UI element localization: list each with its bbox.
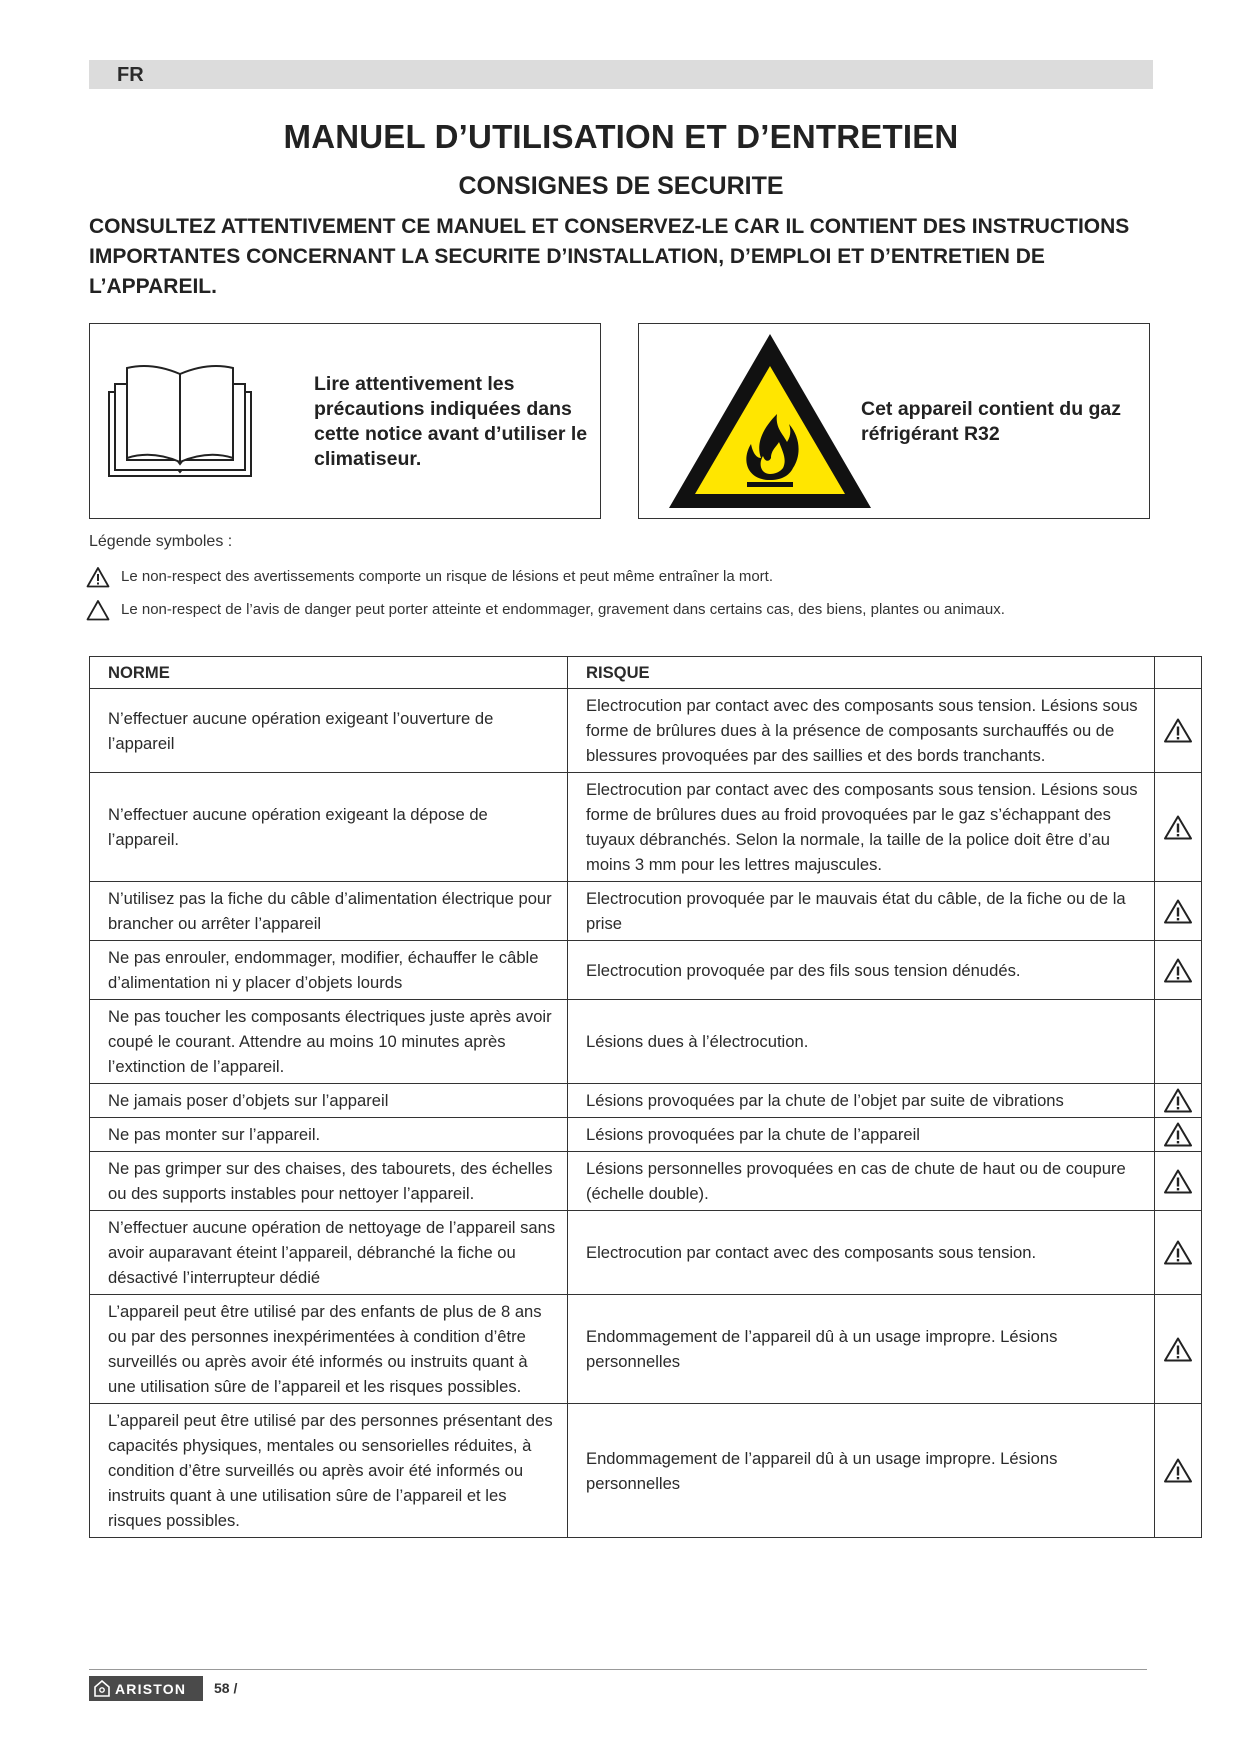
warning-triangle-icon: [86, 599, 110, 621]
legend-label: Légende symboles :: [89, 533, 233, 550]
symbol-cell: [1155, 1000, 1202, 1084]
page-subtitle: CONSIGNES DE SECURITE: [458, 172, 784, 200]
table-row: [90, 1211, 1202, 1295]
norme-cell: Ne pas grimper sur des chaises, des tabourets, des échelles ou des supports instables pour nettoyer l’appareil.: [90, 1152, 568, 1211]
warning-exclamation-icon: [86, 566, 110, 588]
header-norme: NORME: [90, 657, 568, 689]
refrigerant-text: Cet appareil contient du gaz réfrigérant R32: [861, 398, 1122, 445]
symbol-cell: [1155, 1211, 1202, 1295]
symbol-cell: [1155, 882, 1202, 941]
table-row: [90, 882, 1202, 941]
symbol-cell: [1155, 1152, 1202, 1211]
page-number: 58 /: [214, 1680, 238, 1696]
symbol-cell: [1155, 1404, 1202, 1538]
warning-exclamation-icon: [1163, 717, 1193, 744]
risque-cell: Lésions personnelles provoquées en cas de chute de haut ou de coupure (échelle double).: [568, 1152, 1155, 1211]
norme-cell: N’effectuer aucune opération de nettoyage de l’appareil sans avoir auparavant éteint l’appareil, débranché la fiche ou désactivé l’interrupteur dédié: [90, 1211, 568, 1295]
table-row: [90, 689, 1202, 773]
norme-cell: N’effectuer aucune opération exigeant l’ouverture de l’appareil: [90, 689, 568, 773]
brand-logo: [89, 1676, 203, 1701]
symbol-cell: [1155, 689, 1202, 773]
table-row: [90, 1084, 1202, 1118]
warning-exclamation-icon: [1163, 1087, 1193, 1114]
risque-cell: Lésions provoquées par la chute de l’appareil: [568, 1118, 1155, 1152]
risque-cell: Endommagement de l’appareil dû à un usage impropre. Lésions personnelles: [568, 1295, 1155, 1404]
table-row: [90, 1118, 1202, 1152]
norme-cell: Ne pas monter sur l’appareil.: [90, 1118, 568, 1152]
flammable-warning-icon: [665, 330, 875, 512]
risque-cell: Electrocution par contact avec des composants sous tension. Lésions sous forme de brûlures dues au froid provoquées par le gaz s’échappant des tuyaux débranchés. Selon la normale, la taille de la police doit être d’au moins 3 mm pour les lettres majuscules.: [568, 773, 1155, 882]
legend-text-danger: Le non-respect de l’avis de danger peut porter atteinte et endommager, gravement dans certains cas, des biens, plantes ou animaux.: [121, 601, 1005, 618]
warning-exclamation-icon: [1163, 898, 1193, 925]
legend-item-danger: [86, 599, 1166, 623]
norme-cell: N’effectuer aucune opération exigeant la dépose de l’appareil.: [90, 773, 568, 882]
table-row: [90, 1000, 1202, 1084]
legend-item-warning: [86, 566, 1166, 590]
symbol-cell: [1155, 941, 1202, 1000]
read-manual-text: Lire attentivement les précautions indiquées dans cette notice avant d’utiliser le climatiseur.: [314, 373, 588, 470]
norme-cell: L’appareil peut être utilisé par des personnes présentant des capacités physiques, mentales ou sensorielles réduites, à condition d’être surveillés ou après avoir été informés ou instruits quant à une utilisation sûre de l’appareil et les risques possibles.: [90, 1404, 568, 1538]
read-manual-notice: [89, 323, 601, 519]
warning-exclamation-icon: [1163, 957, 1193, 984]
norme-cell: N’utilisez pas la fiche du câble d’alimentation électrique pour brancher ou arrêter l’appareil: [90, 882, 568, 941]
symbol-cell: [1155, 1118, 1202, 1152]
house-logo-icon: [94, 1680, 110, 1697]
intro-paragraph: CONSULTEZ ATTENTIVEMENT CE MANUEL ET CONSERVEZ-LE CAR IL CONTIENT DES INSTRUCTIONS IMPORTANTES CONCERNANT LA SECURITE D’INSTALLATION, D’EMPLOI ET D’ENTRETIEN DE L’APPAREIL.: [89, 215, 1130, 298]
open-book-icon: [107, 362, 253, 480]
safety-table: [89, 656, 1202, 1538]
header-risque: RISQUE: [568, 657, 1155, 689]
symbol-cell: [1155, 773, 1202, 882]
table-row: [90, 1295, 1202, 1404]
risque-cell: Electrocution par contact avec des composants sous tension.: [568, 1211, 1155, 1295]
table-row: [90, 941, 1202, 1000]
table-header-row: [90, 657, 1202, 689]
risque-cell: Lésions provoquées par la chute de l’objet par suite de vibrations: [568, 1084, 1155, 1118]
legend-text-warning: Le non-respect des avertissements comporte un risque de lésions et peut même entraîner la mort.: [121, 568, 773, 585]
risque-cell: Endommagement de l’appareil dû à un usage impropre. Lésions personnelles: [568, 1404, 1155, 1538]
warning-exclamation-icon: [1163, 1239, 1193, 1266]
risque-cell: Electrocution par contact avec des composants sous tension. Lésions sous forme de brûlures dues à la présence de composants surchauffés ou de blessures provoquées par des saillies et des bords tranchants.: [568, 689, 1155, 773]
language-bar: [89, 60, 1153, 89]
norme-cell: Ne pas toucher les composants électriques juste après avoir coupé le courant. Attendre au moins 10 minutes après l’extinction de l’appareil.: [90, 1000, 568, 1084]
symbol-cell: [1155, 1295, 1202, 1404]
header-symbol: [1155, 657, 1202, 689]
warning-exclamation-icon: [1163, 814, 1193, 841]
warning-exclamation-icon: [1163, 1336, 1193, 1363]
refrigerant-notice: [638, 323, 1150, 519]
symbol-cell: [1155, 1084, 1202, 1118]
risque-cell: Electrocution provoquée par des fils sous tension dénudés.: [568, 941, 1155, 1000]
norme-cell: Ne pas enrouler, endommager, modifier, échauffer le câble d’alimentation ni y placer d’objets lourds: [90, 941, 568, 1000]
warning-exclamation-icon: [1163, 1457, 1193, 1484]
risque-cell: Electrocution provoquée par le mauvais état du câble, de la fiche ou de la prise: [568, 882, 1155, 941]
norme-cell: L’appareil peut être utilisé par des enfants de plus de 8 ans ou par des personnes inexpérimentées à condition d’être surveillés ou après avoir été informés ou instruits quant à une utilisation sûre de l’appareil et les risques possibles.: [90, 1295, 568, 1404]
warning-exclamation-icon: [1163, 1168, 1193, 1195]
norme-cell: Ne jamais poser d’objets sur l’appareil: [90, 1084, 568, 1118]
brand-name: ARISTON: [115, 1681, 187, 1697]
table-row: [90, 1152, 1202, 1211]
risque-cell: Lésions dues à l’électrocution.: [568, 1000, 1155, 1084]
page-title: MANUEL D’UTILISATION ET D’ENTRETIEN: [283, 118, 959, 155]
table-row: [90, 773, 1202, 882]
language-code: FR: [117, 64, 144, 86]
footer-divider: [89, 1669, 1147, 1670]
table-row: [90, 1404, 1202, 1538]
warning-exclamation-icon: [1163, 1121, 1193, 1148]
